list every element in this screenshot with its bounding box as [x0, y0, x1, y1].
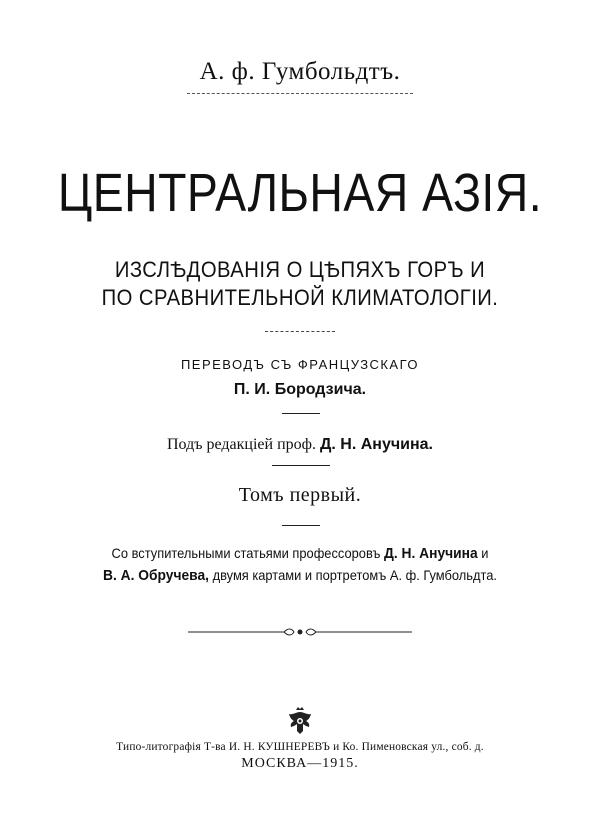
editor-name: Д. Н. Анучина. [320, 436, 433, 453]
editor-line [0, 436, 600, 454]
subtitle-line-2: ПО СРАВНИТЕЛЬНОЙ КЛИМАТОЛОГІИ. [101, 285, 499, 310]
author-underline [187, 93, 413, 94]
imperial-eagle-icon [285, 706, 315, 736]
intro-author-1: Д. Н. Анучина [384, 545, 478, 562]
translator-name: П. И. Бородзича. [233, 381, 367, 398]
ornament-divider-icon [188, 624, 412, 640]
intro-prefix: Со вступительными статьями профессоровъ [111, 545, 381, 561]
volume-label: Томъ первый. [238, 484, 362, 506]
subtitle-line-1: ИЗСЛѢДОВАНІЯ О ЦѢПЯХЪ ГОРЪ И [114, 257, 486, 282]
intro-line-1 [24, 545, 576, 562]
intro-suffix: двумя картами и портретомъ А. ф. Гумбольдта. [212, 567, 497, 583]
book-title: ЦЕНТРАЛЬНАЯ АЗІЯ. [57, 163, 543, 223]
intro-conjunction: и [481, 545, 489, 561]
city-year: МОСКВА—1915. [241, 756, 359, 771]
intro-line-2 [24, 567, 576, 584]
editor-prefix: Подъ редакціей проф. [167, 436, 317, 453]
printer-imprint: Типо-литографія Т-ва И. Н. КУШНЕРЕВЪ и Ко. Пименовская ул., соб. д. [116, 739, 484, 753]
translation-label: ПЕРЕВОДЪ СЪ ФРАНЦУЗСКАГО [180, 357, 420, 372]
divider-4 [282, 525, 320, 526]
divider-2 [282, 413, 320, 414]
divider-1 [265, 331, 335, 332]
divider-3 [272, 465, 330, 466]
intro-author-2: В. А. Обручева, [103, 567, 209, 584]
author-name: А. ф. Гумбольдтъ. [199, 58, 401, 85]
